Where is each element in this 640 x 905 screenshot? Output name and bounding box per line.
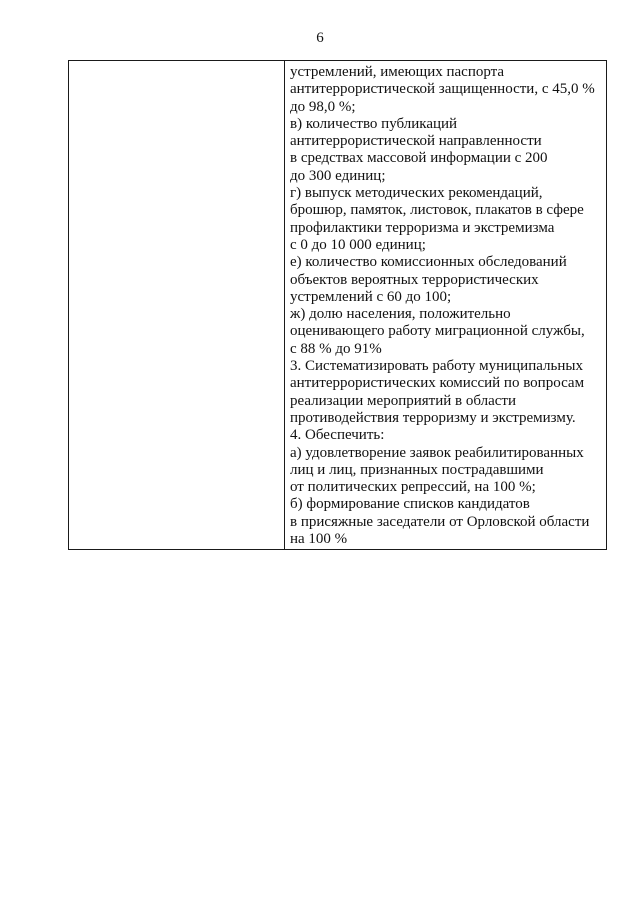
table-text-line: реализации мероприятий в области [290,392,516,409]
table-text-line: брошюр, памяток, листовок, плакатов в сфере [290,202,584,219]
table-text-line: в средствах массовой информации с 200 [290,150,548,167]
table-text-line: устремлений, имеющих паспорта [290,64,505,80]
table-text-line: антитеррористической защищенности, с 45,0 % [290,81,595,98]
table-text-line: объектов вероятных террористических [290,271,539,288]
table-text-line: на 100 % [290,531,348,548]
table-text-line: б) формирование списков кандидатов [290,496,530,513]
table-text-line: ж) долю населения, положительно [290,306,511,323]
table-text-line: с 0 до 10 000 единиц; [290,236,426,253]
table-text-line: 3. Систематизировать работу муниципальных [290,358,583,375]
table-text-line: е) количество комиссионных обследований [290,254,567,271]
table-text-line: оценивающего работу миграционной службы, [290,323,585,340]
table-right-cell [285,61,606,549]
table-text-line: лиц и лиц, признанных пострадавшими [290,461,544,478]
document-table [68,60,607,550]
table-text-line: г) выпуск методических рекомендаций, [290,185,543,202]
table-text-line: а) удовлетворение заявок реабилитированных [290,444,584,461]
page-number: 6 [316,30,324,46]
table-text-line: противодействия терроризму и экстремизму. [290,409,576,426]
table-text-line: до 300 единиц; [290,167,386,184]
table-text-line: устремлений с 60 до 100; [290,288,452,305]
table-text-line: 4. Обеспечить: [290,427,385,444]
table-text-line: профилактики терроризма и экстремизма [290,219,555,236]
table-text-line: от политических репрессий, на 100 %; [290,479,536,496]
table-text-line: в присяжные заседатели от Орловской области [290,513,590,530]
table-text-line: до 98,0 %; [290,98,356,115]
table-left-cell [69,61,285,549]
table-text-line: в) количество публикаций [290,115,458,132]
table-text-line: с 88 % до 91% [290,340,382,357]
table-text-line: антитеррористических комиссий по вопросам [290,375,585,392]
table-text-line: антитеррористической направленности [290,133,542,150]
